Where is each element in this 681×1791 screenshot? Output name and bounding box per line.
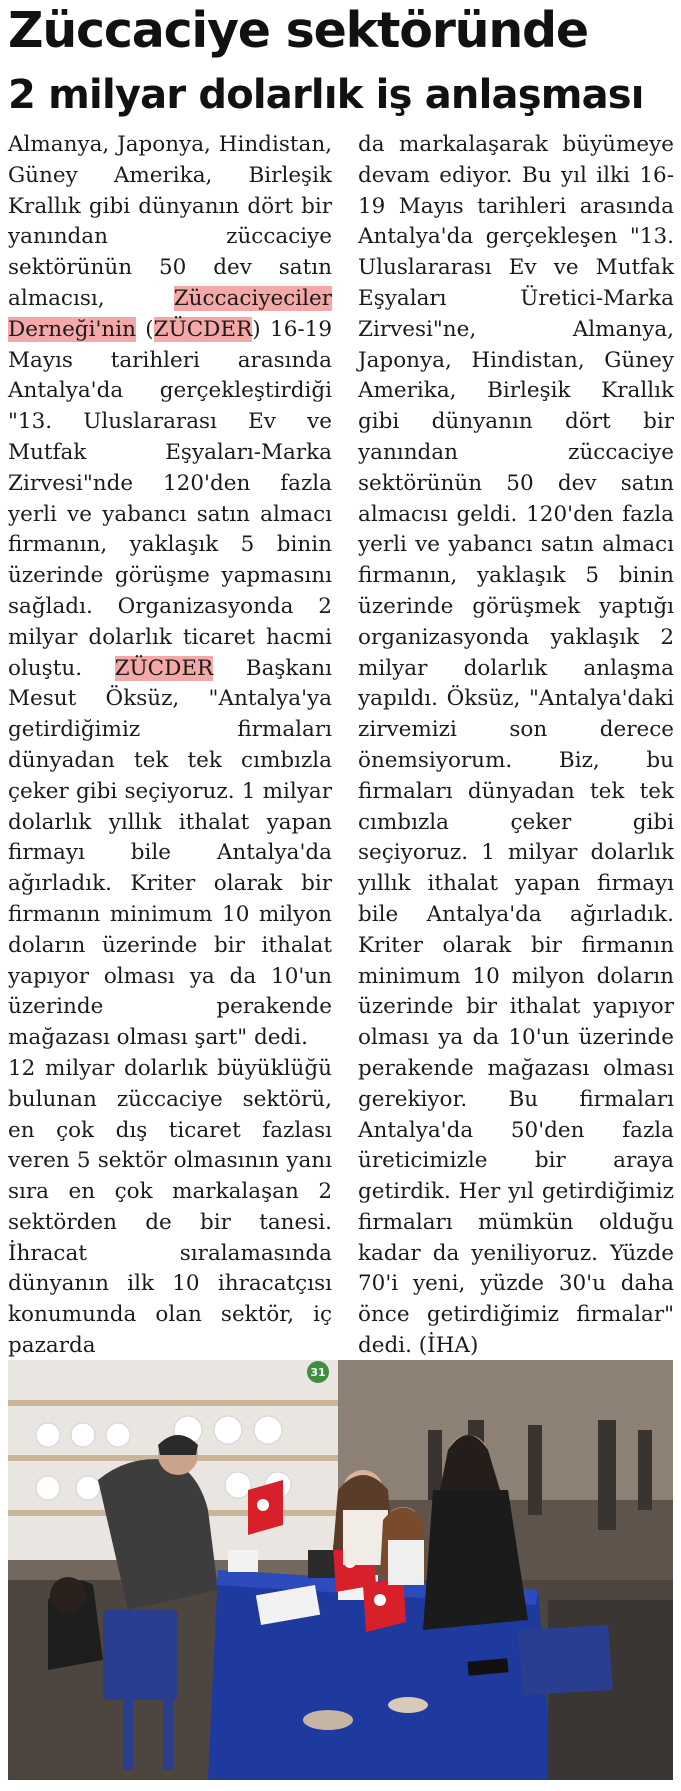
photo-illustration xyxy=(8,1360,673,1780)
stand-number-text: 31 xyxy=(310,1366,326,1379)
left-text-b: ( xyxy=(135,316,154,342)
left-text-c: ) 16-19 Mayıs tarihleri arasında Antalya'da gerçekleştirdiği "13. Uluslararası Ev ve Mutfak Eşyaları-Marka Zirvesi"nde 120'den fazla yerli ve yabancı satın almacı firmanın, yaklaşık 5 binin üzerinde görüşme yapmasını sağladı. Organizasyonda 2 milyar dolarlık ticaret hacmi oluştu. xyxy=(8,316,332,681)
right-paragraph-1: da markalaşarak büyümeye devam ediyor. Bu yıl ilki 16-19 Mayıs tarihleri arasında Antalya'da gerçekleşen "13. Uluslararası Ev ve Mutfak Eşyaları Üretici-Marka Zirvesi"ne, Almanya, Japonya, Hindistan, Güney Amerika, Birleşik Krallık gibi dünyanın dört bir yanından züccaciye sektörünün 50 dev satın almacısı geldi. 120'den fazla yerli ve yabancı satın almacı firmanın, yaklaşık 5 binin üzerinde görüşmek yaptığı organizasyonda yaklaşık 2 milyar dolarlık anlaşma yapıldı. Öksüz, "Antalya'daki zirvemizi son derece önemsiyorum. Biz, bu firmaları dünyadan tek tek cımbızla çeker gibi seçiyoruz. 1 milyar dolarlık yıllık ithalat yapan firmayı bile Antalya'da ağırladık. Kriter olarak bir firmanın minimum 10 milyon doların üzerinde bir ithalat yapıyor olması ya da 10'un üzerinde perakende mağazası olması gerekiyor. Bu firmaları Antalya'da 50'den fazla üreticimizle bir araya getirdik. Her yıl getirdiğimiz firmaları mümkün olduğu kadar da yeniliyoruz. Yüzde 70'i yeni, yüzde 30'u daha önce getirdiğimiz firmalar" dedi. (İHA) xyxy=(358,132,674,1359)
highlight-zuccaciyeciler-dernegi: Züccaciyeciler Derneği'nin xyxy=(8,285,332,342)
headline-line-2: 2 milyar dolarlık iş anlaşması xyxy=(8,72,644,118)
left-paragraph-2: 12 milyar dolarlık büyüklüğü bulunan züccaciye sektörü, en çok dış ticaret fazlası veren 5 sektör olmasının yanı sıra en çok markalaşan 2 sektörden de bir tanesi. İhracat sıralamasında dünyanın ilk 10 ihracatçısı konumunda olan sektör, iç pazarda xyxy=(8,1055,332,1359)
news-photo xyxy=(8,1360,673,1780)
article-column-right xyxy=(358,130,674,1362)
highlight-zucder-1: ZÜCDER xyxy=(153,316,253,342)
left-paragraph-1 xyxy=(8,130,332,1054)
highlight-zucder-2: ZÜCDER xyxy=(114,655,214,681)
article-column-left xyxy=(8,130,332,1362)
left-text-d: Başkanı Mesut Öksüz, "Antalya'ya getirdiğimiz firmaları dünyadan tek tek cımbızla çeker gibi seçiyoruz. 1 milyar dolarlık yıllık ithalat yapan firmayı bile Antalya'da ağırladık. Kriter olarak bir firmanın minimum 10 milyon doların üzerinde bir ithalat yapıyor olması ya da 10'un üzerinde perakende mağazası olması şart" dedi. xyxy=(8,655,332,1051)
left-text-a: Almanya, Japonya, Hindistan, Güney Amerika, Birleşik Krallık gibi dünyanın dört bir yanından züccaciye sektörünün 50 dev satın almacısı, xyxy=(8,132,332,311)
headline-line-1: Züccaciye sektöründe xyxy=(8,2,588,59)
